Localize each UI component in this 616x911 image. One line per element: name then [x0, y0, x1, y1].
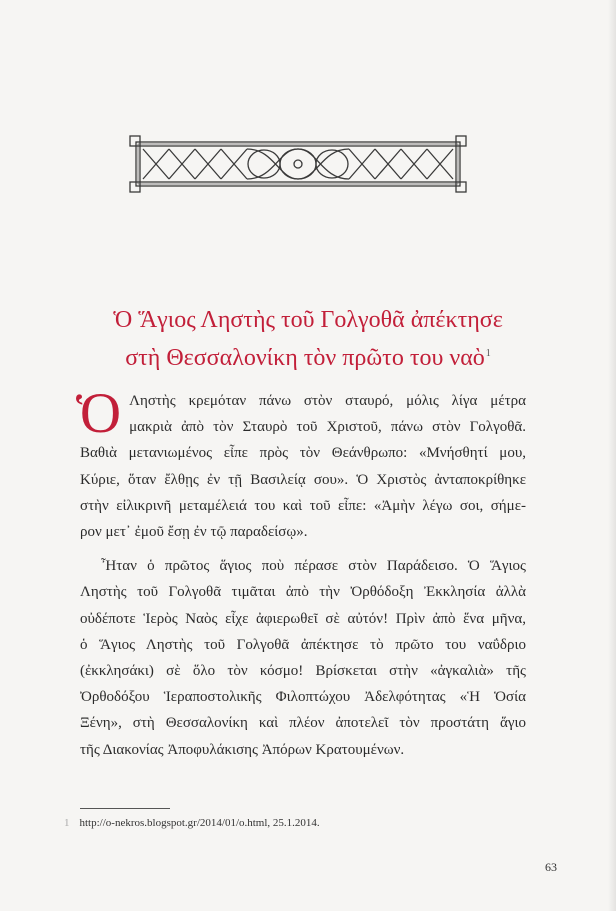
page-number: 63: [545, 860, 557, 874]
page-edge-shadow: [608, 0, 616, 911]
p1-line-2: μακριὰ ἀπὸ τὸν Σταυρὸ τοῦ Χριστοῦ, πάνω στὸν Γολγοθᾶ.: [129, 419, 526, 436]
footnote: [64, 817, 320, 829]
p2-line-5: (ἐκκλησάκι) σὲ ὅλο τὸν κόσμο! Βρίσκεται στὴν «ἀγκαλιὰ» τῆς: [80, 663, 526, 680]
body-text: [76, 382, 526, 763]
title-line-1: Ὁ Ἅγιος Ληστὴς τοῦ Γολγοθᾶ ἀπέκτησε: [113, 307, 503, 333]
decorative-knot-ornament: [129, 135, 467, 193]
p1-line-5: στὴν εἰλικρινῆ μεταμέλειά του καὶ τοῦ εἶπε: «Ἀμὴν λέγω σοι, σήμε-: [80, 497, 526, 514]
p2-line-4: ὁ Ἅγιος Ληστὴς τοῦ Γολγοθᾶ ἀπέκτησε τὸ πρῶτο του ναΰδριο: [80, 636, 526, 653]
title-line-2: στὴ Θεσσαλονίκη τὸν πρῶτο του ναὸ: [125, 345, 485, 371]
title-line-2-wrap: [40, 337, 576, 375]
p2-line-7: Ξένη», στὴ Θεσσαλονίκη καὶ πλέον ἀποτελεῖ τὸν προστάτη ἅγιο: [80, 715, 526, 732]
p1-line-3: Βαθιὰ μετανιωμένος εἶπε πρὸς τὸν Θεάνθρωπο: «Μνήσθητί μου,: [80, 445, 526, 462]
footnote-number: 1: [64, 817, 70, 829]
p1-line-4: Κύριε, ὅταν ἔλθῃς ἐν τῇ Βασιλείᾳ σου». Ὁ Χριστὸς ἀνταποκρίθηκε: [80, 471, 526, 488]
p2-line-1: Ἦταν ὁ πρῶτος ἅγιος ποὺ πέρασε στὸν Παράδεισο. Ὁ Ἅγιος: [101, 558, 526, 575]
p1-line-6: ρον μετ᾽ ἐμοῦ ἔσῃ ἐν τῷ παραδείσῳ».: [80, 524, 308, 541]
footnote-link[interactable]: http://o-nekros.blogspot.gr/2014/01/o.html, 25.1.2014.: [79, 817, 320, 829]
drop-cap: Ὁ: [76, 382, 122, 445]
chapter-title: [40, 304, 576, 375]
footnote-ref: 1: [485, 348, 491, 359]
p1-line-1: Ληστὴς κρεμόταν πάνω στὸν σταυρό, μόλις λίγα μέτρα: [129, 393, 526, 409]
p2-line-3: οὐδέποτε Ἱερὸς Ναὸς εἶχε ἀφιερωθεῖ σὲ αὐτόν! Πρὶν ἀπὸ ἕνα μῆνα,: [80, 610, 526, 627]
p2-line-2: Ληστὴς τοῦ Γολγοθᾶ τιμᾶται ἀπὸ τὴν Ὀρθόδοξη Ἐκκλησία ἀλλὰ: [80, 584, 526, 601]
paragraph-1: [76, 382, 526, 545]
p2-line-8: τῆς Διακονίας Ἀποφυλάκισης Ἀπόρων Κρατουμένων.: [80, 741, 405, 758]
footnote-rule: [80, 808, 170, 809]
p2-line-6: Ὀρθοδόξου Ἱεραποστολικῆς Φιλοπτώχου Ἀδελφότητας «Ἡ Ὁσία: [80, 689, 526, 706]
paragraph-2: [80, 553, 526, 763]
